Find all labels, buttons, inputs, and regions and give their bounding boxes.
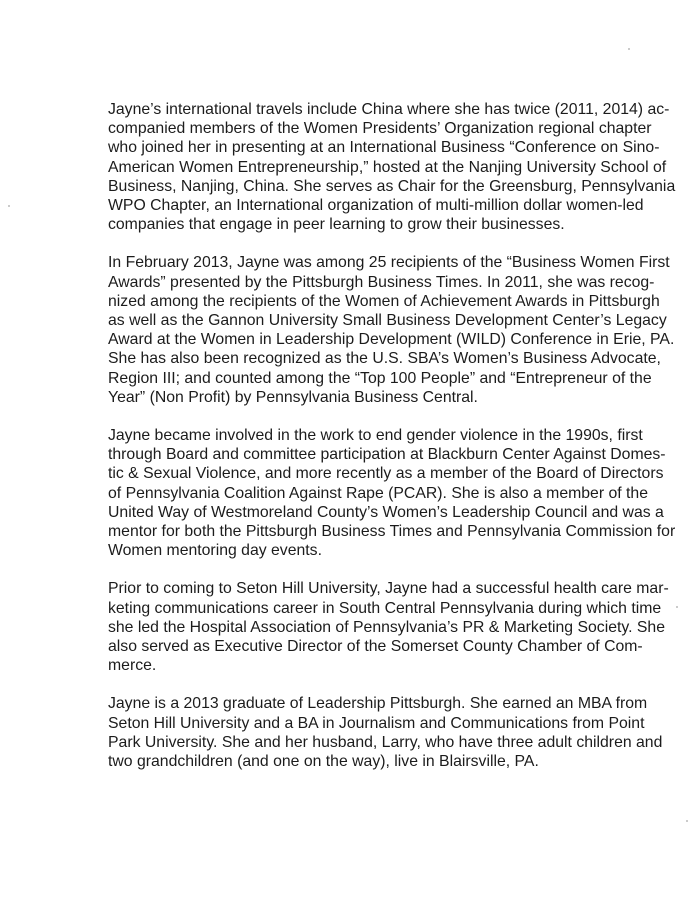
text-line: Prior to coming to Seton Hill University, Jayne had a successful health care mar- — [108, 580, 669, 598]
text-line: of Pennsylvania Coalition Against Rape (PCAR). She is also a member of the — [108, 484, 649, 502]
text-line: Women mentoring day events. — [108, 542, 322, 560]
text-line: mentor for both the Pittsburgh Business Times and Pennsylvania Commission for — [108, 523, 676, 541]
paragraph-prior-career — [108, 579, 669, 675]
scan-speck — [8, 205, 10, 207]
text-line: companies that engage in peer learning to grow their businesses. — [108, 216, 565, 234]
text-line: tic & Sexual Violence, and more recently as a member of the Board of Directors — [108, 465, 664, 483]
text-line: United Way of Westmoreland County’s Women’s Leadership Council and was a — [108, 503, 664, 521]
paragraph-international-travels — [108, 100, 676, 234]
scan-speck — [676, 606, 678, 608]
text-line: Park University. She and her husband, Larry, who have three adult children and — [108, 733, 663, 751]
text-line: companied members of the Women Presidents’ Organization regional chapter — [108, 120, 652, 138]
text-line: Region III; and counted among the “Top 100 People” and “Entrepreneur of the — [108, 369, 652, 387]
text-line: Award at the Women in Leadership Development (WILD) Conference in Erie, PA. — [108, 331, 675, 349]
scan-speck — [628, 48, 630, 50]
text-line: WPO Chapter, an International organization of multi-million dollar women-led — [108, 197, 644, 215]
text-line: Jayne became involved in the work to end gender violence in the 1990s, first — [108, 427, 643, 445]
text-line: Jayne’s international travels include China where she has twice (2011, 2014) ac- — [108, 101, 670, 118]
paragraph-gender-violence — [108, 426, 676, 560]
text-line: merce. — [108, 657, 157, 675]
text-line: Year” (Non Profit) by Pennsylvania Business Central. — [108, 388, 478, 406]
text-line: through Board and committee participation at Blackburn Center Against Domes- — [108, 446, 666, 464]
text-line: Jayne is a 2013 graduate of Leadership Pittsburgh. She earned an MBA from — [108, 695, 648, 713]
paragraph-awards — [108, 253, 675, 407]
text-line: she led the Hospital Association of Pennsylvania’s PR & Marketing Society. She — [108, 618, 665, 636]
text-line: nized among the recipients of the Women of Achievement Awards in Pittsburgh — [108, 292, 660, 310]
document-body — [108, 100, 676, 790]
paragraph-education-family — [108, 694, 663, 771]
text-line: also served as Executive Director of the Somerset County Chamber of Com- — [108, 638, 643, 656]
text-line: She has also been recognized as the U.S. SBA’s Women’s Business Advocate, — [108, 350, 661, 368]
text-line: American Women Entrepreneurship,” hosted at the Nanjing University School of — [108, 158, 667, 176]
text-line: Awards” presented by the Pittsburgh Business Times. In 2011, she was recog- — [108, 273, 655, 291]
text-line: In February 2013, Jayne was among 25 recipients of the “Business Women First — [108, 254, 670, 272]
scan-speck — [686, 820, 688, 822]
text-line: as well as the Gannon University Small Business Development Center’s Legacy — [108, 312, 667, 330]
text-line: who joined her in presenting at an International Business “Conference on Sino- — [108, 139, 660, 157]
text-line: Seton Hill University and a BA in Journalism and Communications from Point — [108, 714, 645, 732]
text-line: Business, Nanjing, China. She serves as Chair for the Greensburg, Pennsylvania — [108, 177, 676, 195]
text-line: two grandchildren (and one on the way), live in Blairsville, PA. — [108, 753, 539, 771]
text-line: keting communications career in South Central Pennsylvania during which time — [108, 599, 662, 617]
